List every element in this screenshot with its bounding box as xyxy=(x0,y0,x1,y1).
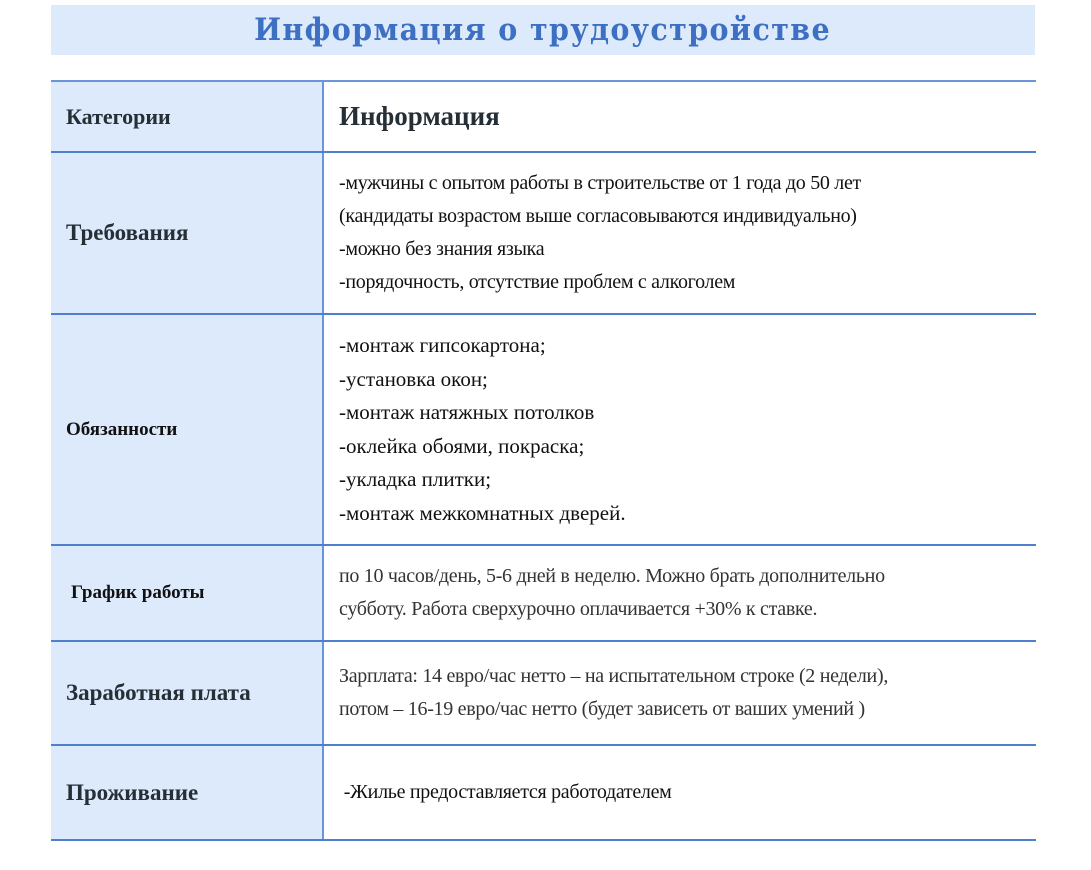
info-line: субботу. Работа сверхурочно оплачивается +30% к ставке. xyxy=(339,598,818,620)
info-line: по 10 часов/день, 5-6 дней в неделю. Можно брать дополнительно xyxy=(339,565,885,587)
info-line: -монтаж гипсокартона; xyxy=(339,333,546,357)
info-housing xyxy=(324,746,1036,839)
info-line: -монтаж межкомнатных дверей. xyxy=(339,500,626,525)
table-row-duties xyxy=(51,315,1036,546)
info-line: (кандидаты возрастом выше согласовываются индивидуально) xyxy=(339,205,857,227)
info-line: -монтаж натяжных потолков xyxy=(339,400,595,424)
info-requirements xyxy=(324,153,1036,313)
table-row-salary xyxy=(51,642,1036,746)
category-schedule: График работы xyxy=(51,546,324,640)
table-row-schedule xyxy=(51,546,1036,642)
employment-info-table xyxy=(51,80,1036,841)
info-line: -оклейка обоями, покраска; xyxy=(339,433,585,458)
category-duties: Обязанности xyxy=(51,315,324,544)
info-schedule xyxy=(324,546,1036,640)
info-line: -можно без знания языка xyxy=(339,238,545,260)
category-salary: Заработная плата xyxy=(51,642,324,744)
category-housing: Проживание xyxy=(51,746,324,839)
table-header-row xyxy=(51,82,1036,153)
title-banner xyxy=(51,5,1035,55)
info-line: -укладка плитки; xyxy=(339,467,492,491)
info-line: -Жилье предоставляется работодателем xyxy=(339,781,672,803)
info-line: Зарплата: 14 евро/час нетто – на испытательном строке (2 недели), xyxy=(339,665,889,687)
info-duties xyxy=(324,315,1036,544)
category-requirements: Требования xyxy=(51,153,324,313)
info-line: -установка окон; xyxy=(339,366,488,391)
page-title: Информация о трудоустройстве xyxy=(254,12,832,48)
header-info: Информация xyxy=(339,101,500,131)
info-line: -мужчины с опытом работы в строительстве от 1 года до 50 лет xyxy=(339,172,861,194)
info-salary xyxy=(324,642,1036,744)
header-category: Категории xyxy=(51,82,324,151)
info-line: потом – 16-19 евро/час нетто (будет зависеть от ваших умений ) xyxy=(339,698,865,720)
table-row-requirements xyxy=(51,153,1036,315)
table-row-housing xyxy=(51,746,1036,841)
info-line: -порядочность, отсутствие проблем с алкоголем xyxy=(339,271,736,293)
